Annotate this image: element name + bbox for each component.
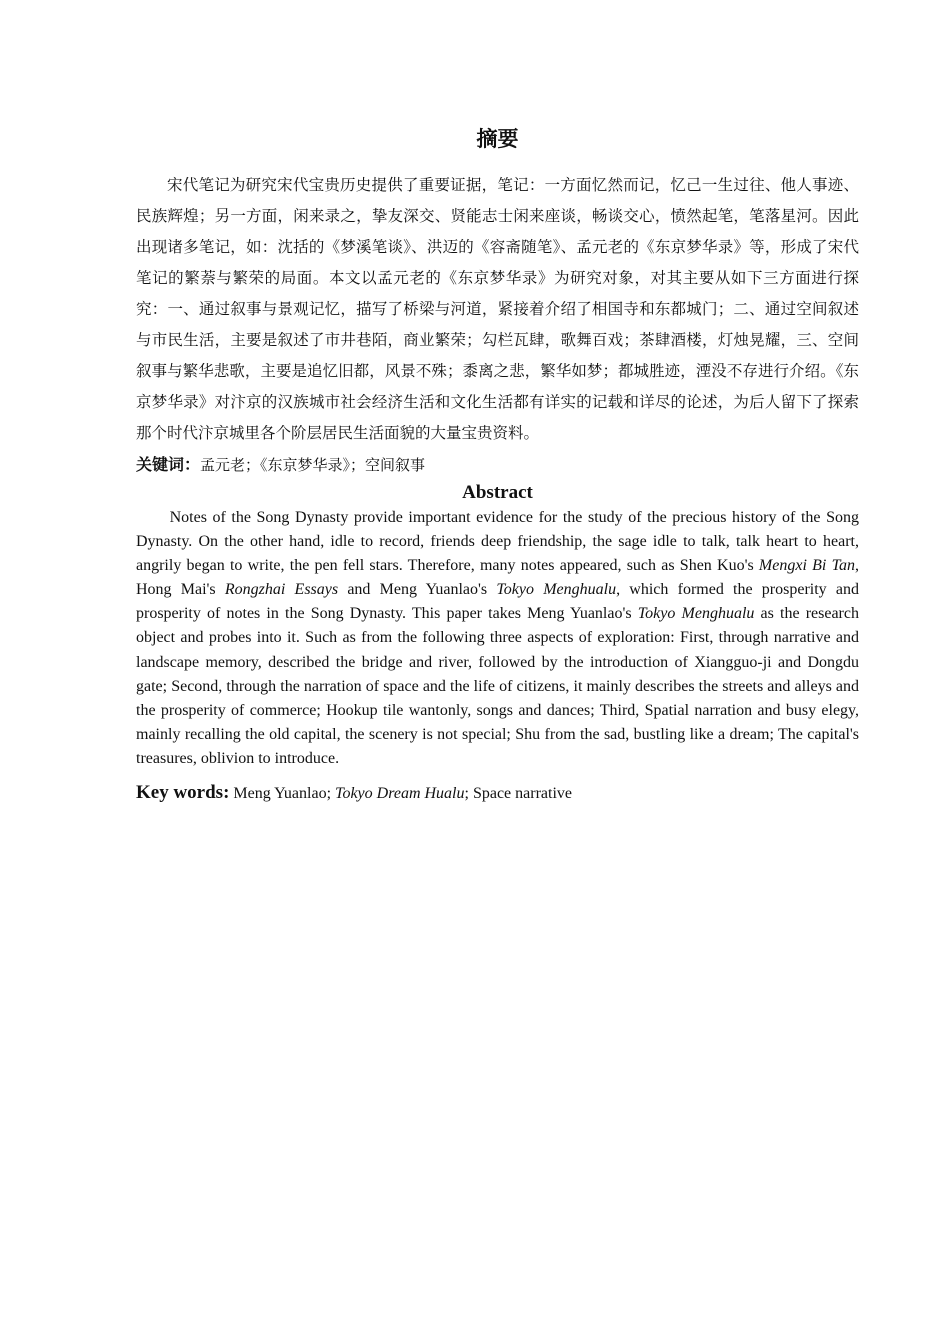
english-abstract-body: [136, 506, 859, 771]
english-abstract-title: Abstract: [462, 482, 533, 503]
work-title: Tokyo Menghualu: [496, 581, 617, 599]
english-keywords-text: Meng Yuanlao;: [229, 785, 336, 803]
chinese-abstract-body: 宋代笔记为研究宋代宝贵历史提供了重要证据，笔记：一方面忆然而记，忆己一生过往、他人事迹、民族辉煌；另一方面，闲来录之，挚友深交、贤能志士闲来座谈，畅谈交心，愤然起笔，笔落星河。因此出现诸多笔记，如：沈括的《梦溪笔谈》、洪迈的《容斋随笔》、孟元老的《东京梦华录》等，形成了宋代笔记的繁萘与繁荣的局面。本文以孟元老的《东京梦华录》为研究对象，对其主要从如下三方面进行探究：一、通过叙事与景观记忆，描写了桥梁与河道，紧接着介绍了相国寺和东都城门；二、通过空间叙述与市民生活，主要是叙述了市井巷陌，商业繁荣；勾栏瓦肆，歌舞百戏；茶肆酒楼，灯烛晃耀，三、空间叙事与繁华悲歌，主要是追忆旧都，风景不殊；黍离之悲，繁华如梦；都城胜迹，湮没不存进行介绍。《东京梦华录》对汴京的汉族城市社会经济生活和文化生活都有详实的记载和详尽的论述，为后人留下了探索那个时代汴京城里各个阶层居民生活面貌的大量宝贵资料。: [136, 176, 859, 442]
work-title: Rongzhai Essays: [224, 581, 339, 599]
english-abstract-text: , which formed the prosperity and prosperity of notes in the Song Dynasty. This paper takes Meng Yuanlao's: [136, 581, 859, 623]
chinese-keywords-text: 孟元老；《东京梦华录》；空间叙事: [200, 456, 426, 474]
work-title: Tokyo Menghualu: [637, 605, 755, 623]
work-title: Mengxi Bi Tan: [758, 557, 855, 575]
abstract-page: [136, 124, 859, 806]
english-abstract-text: and Meng Yuanlao's: [338, 581, 497, 599]
english-keywords-text: ; Space narrative: [464, 785, 572, 803]
english-abstract-text: Notes of the Song Dynasty provide important evidence for the study of the precious history of the Song Dynasty. On the other hand, idle to record, friends deep friendship, the sage idle to talk, talk heart to heart, angrily began to write, the pen fell stars. Therefore, many notes appeared, such as Shen Kuo's: [136, 509, 859, 575]
chinese-abstract-title: 摘要: [476, 127, 519, 151]
english-keywords: [136, 781, 859, 806]
english-keywords-text: Tokyo Dream Hualu: [335, 785, 465, 803]
english-abstract-text: , Hong Mai's: [136, 557, 859, 599]
chinese-keywords: [136, 449, 859, 482]
english-abstract-text: as the research object and probes into it. Such as from the following three aspects of exploration: First, through narrative and landscape memory, described the bridge and river, followed by the introduction of Xiangguo-ji and Dongdu gate; Second, through the narration of space and the life of citizens, it mainly describes the streets and alleys and the prosperity of commerce; Hookup tile wantonly, songs and dances; Third, Spatial narration and busy elegy, mainly recalling the old capital, the scenery is not special; Shu from the sad, bustling like a dream; The capital's treasures, oblivion to introduce.: [136, 605, 859, 767]
chinese-keywords-label: 关键词：: [136, 455, 201, 474]
english-keywords-label: Key words:: [136, 782, 230, 804]
